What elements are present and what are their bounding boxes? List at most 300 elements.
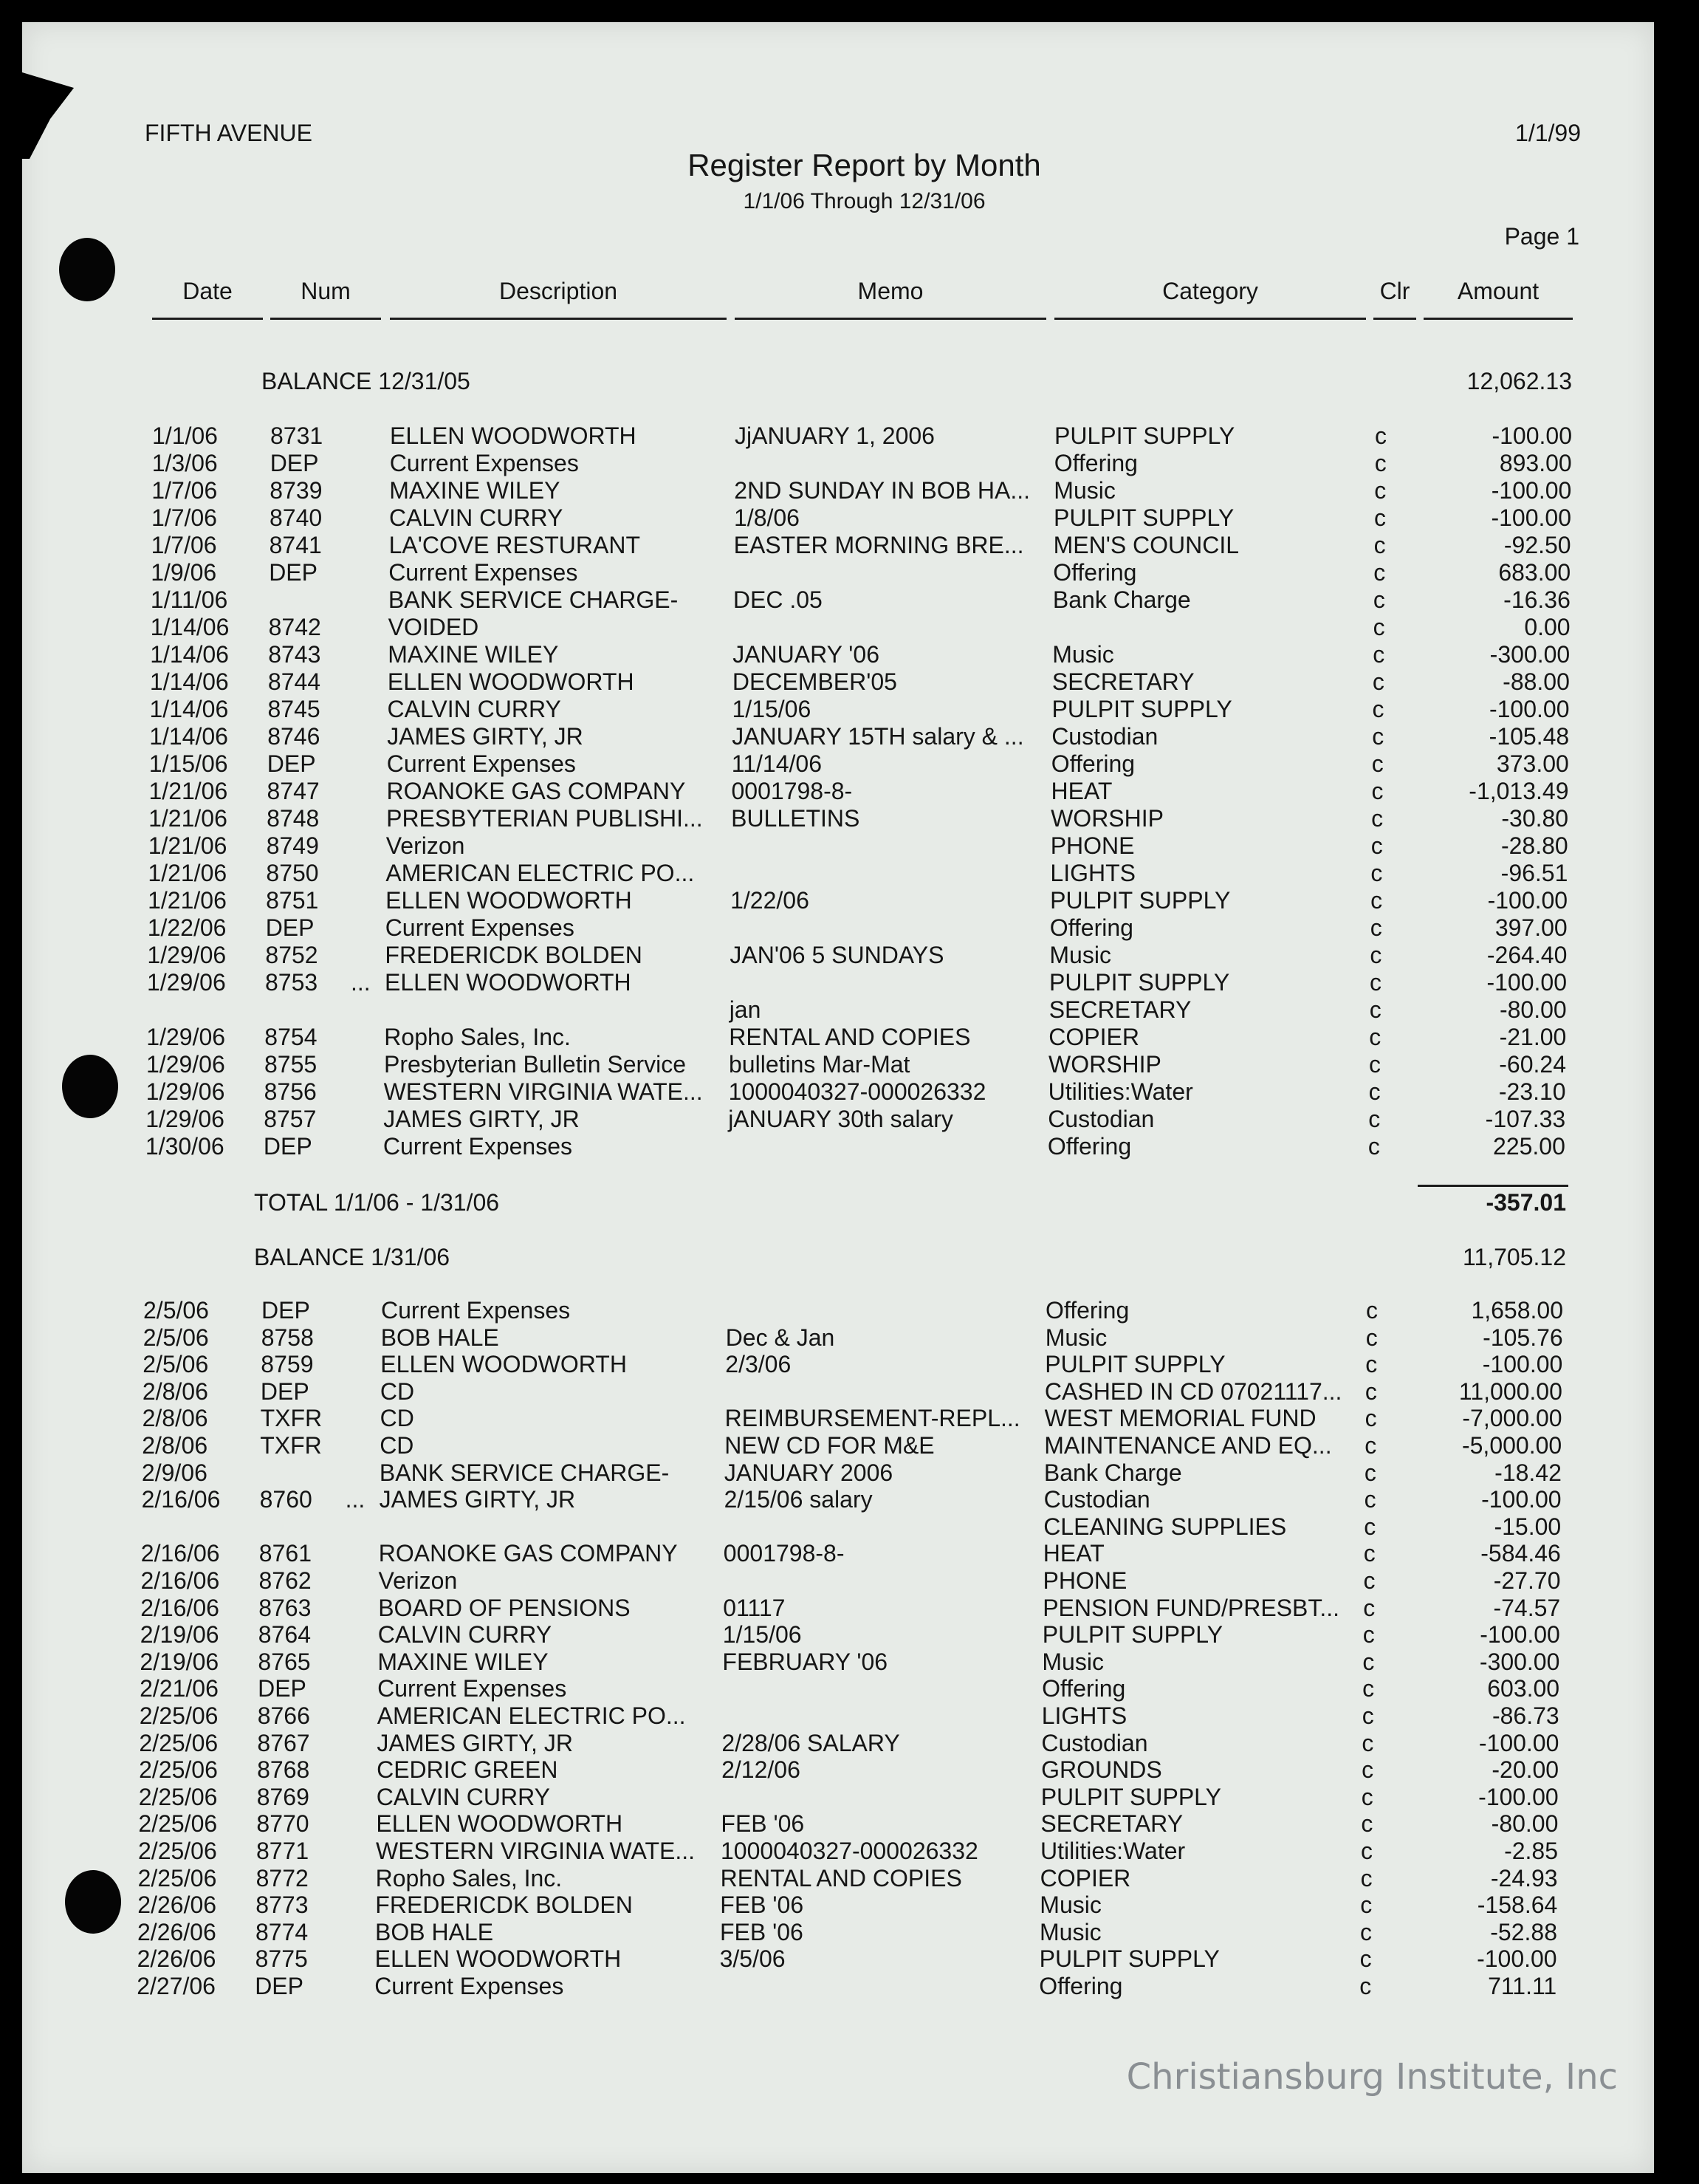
cell-amount: -300.00 (1489, 641, 1571, 668)
cell-cleared: c (1370, 887, 1383, 914)
january-total-label: TOTAL 1/1/06 - 1/31/06 (254, 1189, 500, 1216)
cell-category: LIGHTS (1050, 860, 1136, 886)
cell-description: ELLEN WOODWORTH (385, 969, 631, 996)
cell-date: 2/8/06 (142, 1432, 208, 1459)
cell-category: SECRETARY (1040, 1810, 1184, 1838)
cell-date: 1/21/06 (148, 778, 228, 804)
table-row (0, 1540, 1688, 1567)
cell-cleared: c (1365, 1432, 1377, 1459)
cell-category: PULPIT SUPPLY (1054, 422, 1235, 449)
col-underline (1373, 318, 1416, 320)
cell-amount: 225.00 (1493, 1133, 1565, 1160)
col-header-num: Num (301, 278, 351, 304)
cell-amount: 603.00 (1487, 1675, 1560, 1702)
cell-cleared: c (1362, 1621, 1375, 1649)
cell-date: 1/3/06 (151, 450, 218, 476)
cell-num: DEP (267, 750, 316, 777)
table-row (0, 1892, 1684, 1919)
cell-description: CALVIN CURRY (376, 1783, 551, 1810)
cell-cleared: c (1371, 805, 1384, 832)
cell-category: SECRETARY (1051, 668, 1195, 695)
cell-amount: -74.57 (1493, 1594, 1561, 1621)
cell-memo: 2/3/06 (725, 1351, 792, 1378)
cell-memo: 1/15/06 (732, 696, 811, 722)
cell-date: 2/5/06 (143, 1351, 209, 1378)
cell-amount: -100.00 (1482, 1351, 1563, 1378)
cell-category: COPIER (1048, 1024, 1139, 1050)
cell-amount: -107.33 (1485, 1106, 1566, 1132)
cell-amount: -27.70 (1493, 1567, 1561, 1594)
cell-num: 8775 (255, 1945, 308, 1973)
cell-memo: JAN'06 5 SUNDAYS (730, 942, 944, 968)
cell-cleared: c (1370, 942, 1382, 968)
cell-cleared: c (1365, 1405, 1377, 1432)
cell-num: DEP (261, 1297, 310, 1324)
cell-amount: -5,000.00 (1461, 1432, 1562, 1459)
cell-memo: DECEMBER'05 (732, 668, 897, 695)
cell-category: WEST MEMORIAL FUND (1044, 1405, 1317, 1432)
cell-cleared: c (1361, 1783, 1373, 1810)
cell-amount: -100.00 (1478, 1783, 1559, 1810)
table-row (0, 750, 1696, 778)
cell-amount: 711.11 (1488, 1973, 1557, 1999)
cell-memo: 3/5/06 (719, 1945, 786, 1973)
table-row (0, 1351, 1689, 1378)
cell-category: Music (1052, 641, 1114, 668)
cell-amount: -21.00 (1499, 1024, 1567, 1050)
table-row (0, 532, 1698, 559)
cell-description: FREDERICDK BOLDEN (375, 1892, 633, 1919)
cell-num: 8756 (264, 1078, 317, 1105)
cell-date: 2/19/06 (140, 1621, 219, 1649)
cell-amount: -105.76 (1483, 1324, 1563, 1351)
table-row (0, 1621, 1687, 1649)
table-row (0, 778, 1696, 805)
cell-date: 2/25/06 (139, 1702, 219, 1729)
cell-date: 1/7/06 (151, 504, 217, 531)
cell-memo: 1/22/06 (730, 887, 809, 914)
cell-memo: JANUARY 15TH salary & ... (732, 723, 1024, 750)
cell-cleared: c (1362, 1756, 1374, 1784)
cell-description: Current Expenses (389, 450, 579, 476)
cell-date: 2/5/06 (143, 1297, 209, 1324)
cell-num: 8748 (267, 805, 320, 832)
cell-date: 2/25/06 (139, 1729, 219, 1756)
cell-description: Presbyterian Bulletin Service (384, 1051, 687, 1078)
table-row (0, 1324, 1690, 1352)
cell-date: 1/29/06 (145, 1106, 224, 1132)
cell-memo: bulletins Mar-Mat (729, 1051, 910, 1078)
cell-num: 8742 (268, 614, 321, 640)
table-row (0, 641, 1697, 668)
cell-num: 8752 (265, 942, 318, 968)
table-row (0, 942, 1694, 969)
cell-category: Music (1040, 1892, 1102, 1919)
cell-cleared: c (1370, 914, 1382, 941)
cell-memo: 2ND SUNDAY IN BOB HA... (734, 477, 1030, 504)
cell-num: 8760 (259, 1486, 312, 1513)
col-header-clr: Clr (1379, 278, 1410, 304)
cell-description: Ropho Sales, Inc. (375, 1864, 563, 1892)
cell-description: Current Expenses (386, 750, 576, 777)
cell-date: 1/21/06 (148, 832, 227, 859)
table-row (0, 1919, 1684, 1946)
table-row (0, 1024, 1693, 1051)
cell-category: LIGHTS (1041, 1702, 1127, 1729)
cell-description: Current Expenses (377, 1675, 567, 1702)
cell-amount: -60.24 (1499, 1051, 1566, 1078)
table-row (0, 450, 1699, 477)
cell-description: ELLEN WOODWORTH (385, 887, 632, 914)
punch-hole (59, 238, 115, 301)
cell-cleared: c (1365, 1324, 1378, 1351)
cell-amount: -100.00 (1491, 504, 1571, 531)
table-row (0, 1702, 1686, 1730)
cell-memo: DEC .05 (732, 586, 823, 613)
cell-memo: REIMBURSEMENT-REPL... (724, 1405, 1020, 1432)
table-row (0, 1945, 1684, 1973)
cell-amount: -100.00 (1480, 1621, 1560, 1649)
cell-description: MAXINE WILEY (388, 641, 559, 668)
cell-cleared: c (1370, 969, 1381, 996)
cell-num: DEP (265, 914, 315, 941)
cell-date: 2/8/06 (142, 1377, 208, 1405)
cell-date: 2/25/06 (138, 1783, 218, 1810)
opening-balance-amount: 12,062.13 (1466, 368, 1572, 394)
cell-amount: -7,000.00 (1462, 1405, 1562, 1432)
cell-cleared: c (1362, 1729, 1374, 1756)
cell-amount: -158.64 (1477, 1892, 1558, 1919)
cell-category: Music (1045, 1324, 1108, 1351)
cell-cleared: c (1368, 1078, 1381, 1105)
cell-memo: 0001798-8- (731, 778, 853, 804)
cell-num: 8744 (267, 668, 321, 695)
cell-memo: Dec & Jan (725, 1324, 835, 1351)
table-row (0, 1675, 1686, 1702)
cell-amount: -100.00 (1486, 969, 1567, 996)
cell-description: BOARD OF PENSIONS (378, 1594, 631, 1621)
table-row (0, 996, 1694, 1024)
table-row (0, 1405, 1689, 1432)
cell-category: PULPIT SUPPLY (1054, 504, 1235, 531)
cell-category: WORSHIP (1048, 1051, 1161, 1078)
col-header-category: Category (1162, 278, 1258, 304)
cell-category: PULPIT SUPPLY (1049, 969, 1230, 996)
cell-category: CLEANING SUPPLIES (1043, 1513, 1287, 1540)
cell-cleared: c (1370, 860, 1383, 886)
cell-cleared: c (1363, 1594, 1376, 1621)
table-row (0, 1756, 1686, 1784)
cell-cleared: c (1364, 1486, 1376, 1513)
cell-date: 2/5/06 (143, 1324, 209, 1351)
cell-date: 2/25/06 (137, 1864, 217, 1892)
cell-category: PULPIT SUPPLY (1051, 696, 1232, 722)
cell-cleared: c (1373, 614, 1385, 640)
cell-description: LA'COVE RESTURANT (388, 532, 640, 558)
cell-category: Bank Charge (1043, 1459, 1182, 1486)
cell-num: 8761 (258, 1540, 312, 1567)
cell-description: MAXINE WILEY (389, 477, 560, 504)
table-row (0, 1567, 1688, 1595)
cell-num: 8769 (256, 1783, 309, 1810)
cell-amount: 11,000.00 (1458, 1377, 1562, 1405)
cell-cleared: c (1366, 1297, 1378, 1324)
total-underline (1418, 1185, 1568, 1187)
cell-num: DEP (260, 1377, 309, 1405)
cell-cleared: c (1373, 559, 1386, 586)
cell-date: 1/29/06 (147, 942, 227, 968)
cell-amount: -96.51 (1500, 860, 1568, 886)
cell-date: 2/19/06 (140, 1648, 219, 1675)
cell-amount: 373.00 (1496, 750, 1569, 777)
cell-amount: -15.00 (1494, 1513, 1562, 1540)
cell-description: CD (380, 1432, 414, 1459)
cell-amount: -16.36 (1503, 586, 1571, 613)
cell-description: JAMES GIRTY, JR (387, 723, 583, 750)
cell-amount: -24.93 (1490, 1864, 1558, 1892)
cell-description: Ropho Sales, Inc. (384, 1024, 571, 1050)
cell-description: AMERICAN ELECTRIC PO... (377, 1702, 686, 1729)
cell-date: 2/21/06 (140, 1675, 219, 1702)
cell-memo: EASTER MORNING BRE... (733, 532, 1024, 558)
col-underline (735, 318, 1046, 320)
cell-cleared: c (1361, 1810, 1373, 1838)
cell-num: 8754 (264, 1024, 318, 1050)
table-row (0, 1973, 1683, 2000)
cell-amount: -100.00 (1491, 477, 1572, 504)
cell-date: 2/16/06 (140, 1594, 219, 1621)
cell-category: Utilities:Water (1040, 1838, 1186, 1864)
cell-description: ELLEN WOODWORTH (374, 1945, 622, 1973)
cell-date: 2/9/06 (141, 1459, 207, 1486)
cell-memo: 1000040327-000026332 (721, 1838, 978, 1864)
cell-num: 8743 (268, 641, 321, 668)
cell-cleared: c (1363, 1567, 1376, 1594)
cell-description: Verizon (385, 832, 465, 859)
cell-description: VOIDED (388, 614, 479, 640)
cell-category: WORSHIP (1051, 805, 1164, 832)
cell-amount: -300.00 (1479, 1648, 1560, 1675)
cell-num: DEP (270, 450, 319, 476)
cell-date: 1/14/06 (149, 668, 229, 695)
cell-description: BANK SERVICE CHARGE- (379, 1459, 670, 1486)
january-total-amount: -357.01 (1486, 1189, 1566, 1216)
cell-cleared: c (1370, 832, 1383, 859)
cell-cleared: c (1369, 996, 1381, 1023)
cell-num: 8751 (266, 887, 319, 914)
cell-memo: FEB '06 (721, 1810, 805, 1838)
cell-cleared: c (1361, 1838, 1373, 1864)
cell-amount: -100.00 (1492, 422, 1572, 449)
cell-category: Music (1054, 477, 1116, 504)
cell-cleared: c (1371, 778, 1384, 804)
cell-description: BOB HALE (380, 1324, 499, 1351)
table-row (0, 1649, 1686, 1676)
cell-amount: -100.00 (1481, 1486, 1562, 1513)
cell-num: 8764 (258, 1621, 311, 1649)
table-row (0, 1730, 1686, 1757)
table-row (0, 614, 1698, 641)
col-underline (390, 318, 727, 320)
cell-category: PENSION FUND/PRESBT... (1043, 1594, 1340, 1621)
cell-category: Custodian (1048, 1106, 1155, 1132)
col-header-date: Date (182, 278, 233, 304)
cell-date: 1/29/06 (146, 1024, 226, 1050)
closing-balance-label: BALANCE 1/31/06 (254, 1244, 450, 1270)
cell-description: CALVIN CURRY (387, 696, 561, 722)
cell-category: HEAT (1043, 1540, 1105, 1567)
cell-continuation: ... (351, 969, 371, 996)
cell-category: Offering (1054, 450, 1138, 476)
cell-category: Music (1040, 1918, 1102, 1945)
cell-date: 1/29/06 (147, 969, 226, 996)
cell-category: Offering (1042, 1675, 1126, 1702)
cell-cleared: c (1365, 1351, 1378, 1378)
opening-balance-label: BALANCE 12/31/05 (261, 368, 470, 394)
cell-category: MEN'S COUNCIL (1053, 532, 1240, 558)
cell-description: MAXINE WILEY (377, 1648, 549, 1675)
table-row (0, 1595, 1687, 1622)
cell-date: 1/11/06 (150, 586, 228, 613)
cell-num: 8731 (270, 422, 323, 449)
cell-cleared: c (1360, 1918, 1372, 1945)
cell-category: Bank Charge (1052, 586, 1191, 613)
cell-cleared: c (1359, 1945, 1372, 1973)
cell-num: DEP (269, 559, 318, 586)
cell-description: JAMES GIRTY, JR (377, 1729, 573, 1756)
cell-cleared: c (1359, 1973, 1372, 1999)
cell-num: 8757 (264, 1106, 317, 1132)
table-row (0, 1078, 1693, 1106)
cell-description: ROANOKE GAS COMPANY (378, 1540, 678, 1567)
col-underline (152, 318, 263, 320)
cell-date: 1/9/06 (151, 559, 217, 586)
cell-description: CD (380, 1377, 415, 1405)
table-row (0, 1513, 1688, 1541)
cell-memo: FEBRUARY '06 (722, 1648, 888, 1675)
report-date-range: 1/1/06 Through 12/31/06 (743, 189, 986, 213)
cell-num: 8766 (257, 1702, 310, 1729)
cell-num: 8772 (255, 1864, 309, 1892)
cell-description: JAMES GIRTY, JR (383, 1106, 580, 1132)
cell-description: BOB HALE (375, 1918, 494, 1945)
cell-category: PHONE (1043, 1567, 1127, 1594)
cell-amount: -264.40 (1486, 942, 1568, 968)
cell-category: Offering (1039, 1973, 1123, 1999)
cell-cleared: c (1374, 504, 1386, 531)
cell-date: 1/14/06 (149, 723, 228, 750)
cell-num: 8746 (267, 723, 320, 750)
cell-num: 8770 (256, 1810, 309, 1838)
cell-num: 8773 (255, 1892, 309, 1919)
table-row (0, 832, 1695, 860)
cell-category: Custodian (1051, 723, 1159, 750)
cell-memo: JANUARY 2006 (724, 1459, 893, 1486)
cell-cleared: c (1372, 723, 1384, 750)
cell-continuation: ... (345, 1486, 365, 1513)
cell-date: 1/1/06 (152, 422, 218, 449)
cell-num: 8741 (269, 532, 322, 558)
table-row (0, 1486, 1689, 1513)
cell-amount: -584.46 (1480, 1540, 1561, 1567)
cell-date: 2/25/06 (139, 1756, 218, 1784)
table-row (0, 696, 1697, 723)
cell-description: WESTERN VIRGINIA WATE... (376, 1838, 696, 1864)
table-row (0, 723, 1696, 750)
cell-description: ROANOKE GAS COMPANY (386, 778, 686, 804)
cell-description: WESTERN VIRGINIA WATE... (383, 1078, 703, 1105)
cell-cleared: c (1363, 1540, 1376, 1567)
cell-num: 8747 (267, 778, 320, 804)
cell-amount: -92.50 (1503, 532, 1571, 558)
cell-memo: JANUARY '06 (732, 641, 879, 668)
cell-num: 8740 (270, 504, 323, 531)
table-row (0, 477, 1698, 504)
cell-description: ELLEN WOODWORTH (387, 668, 634, 695)
cell-amount: -100.00 (1487, 887, 1568, 914)
table-row (0, 1432, 1689, 1459)
table-row (0, 586, 1698, 614)
cell-date: 1/29/06 (146, 1051, 225, 1078)
cell-memo: 2/12/06 (721, 1756, 800, 1784)
cell-memo: FEB '06 (720, 1892, 804, 1919)
cell-memo: jANUARY 30th salary (728, 1106, 953, 1132)
cell-date: 1/7/06 (151, 532, 217, 558)
cell-num: 8750 (266, 860, 319, 886)
cell-amount: -88.00 (1503, 668, 1570, 695)
cell-cleared: c (1364, 1513, 1376, 1540)
cell-category: SECRETARY (1048, 996, 1192, 1023)
page-number: Page 1 (1504, 223, 1579, 250)
cell-date: 2/16/06 (140, 1567, 220, 1594)
cell-memo: RENTAL AND COPIES (729, 1024, 971, 1050)
cell-cleared: c (1373, 586, 1385, 613)
cell-category: Music (1042, 1648, 1104, 1675)
cell-cleared: c (1362, 1702, 1374, 1729)
cell-date: 2/26/06 (137, 1892, 217, 1919)
cell-date: 1/14/06 (150, 614, 230, 640)
cell-amount: 397.00 (1494, 914, 1568, 941)
cell-cleared: c (1371, 750, 1384, 777)
cell-cleared: c (1362, 1675, 1375, 1702)
cell-category: Offering (1051, 750, 1136, 777)
cell-category: Offering (1049, 914, 1133, 941)
col-underline (270, 318, 381, 320)
cell-description: Current Expenses (381, 1297, 571, 1324)
cell-memo: 1/15/06 (722, 1621, 802, 1649)
cell-num: 8765 (258, 1648, 311, 1675)
cell-category: COPIER (1040, 1864, 1131, 1892)
cell-cleared: c (1375, 422, 1387, 449)
cell-cleared: c (1373, 532, 1386, 558)
cell-cleared: c (1373, 641, 1385, 668)
table-row (0, 969, 1694, 996)
table-row (0, 1133, 1692, 1160)
cell-num: 8745 (267, 696, 320, 722)
cell-category: GROUNDS (1041, 1756, 1162, 1784)
cell-num: 8774 (255, 1918, 309, 1945)
closing-balance-amount: 11,705.12 (1463, 1244, 1566, 1270)
cell-num: 8767 (257, 1729, 310, 1756)
cell-memo: 11/14/06 (731, 750, 822, 777)
cell-date: 1/21/06 (148, 887, 227, 914)
cell-memo: 1000040327-000026332 (728, 1078, 986, 1105)
report-print-date: 1/1/99 (1515, 120, 1581, 146)
table-row (0, 1106, 1692, 1133)
cell-num: TXFR (260, 1432, 322, 1459)
cell-description: ELLEN WOODWORTH (390, 422, 636, 449)
cell-cleared: c (1362, 1648, 1375, 1675)
